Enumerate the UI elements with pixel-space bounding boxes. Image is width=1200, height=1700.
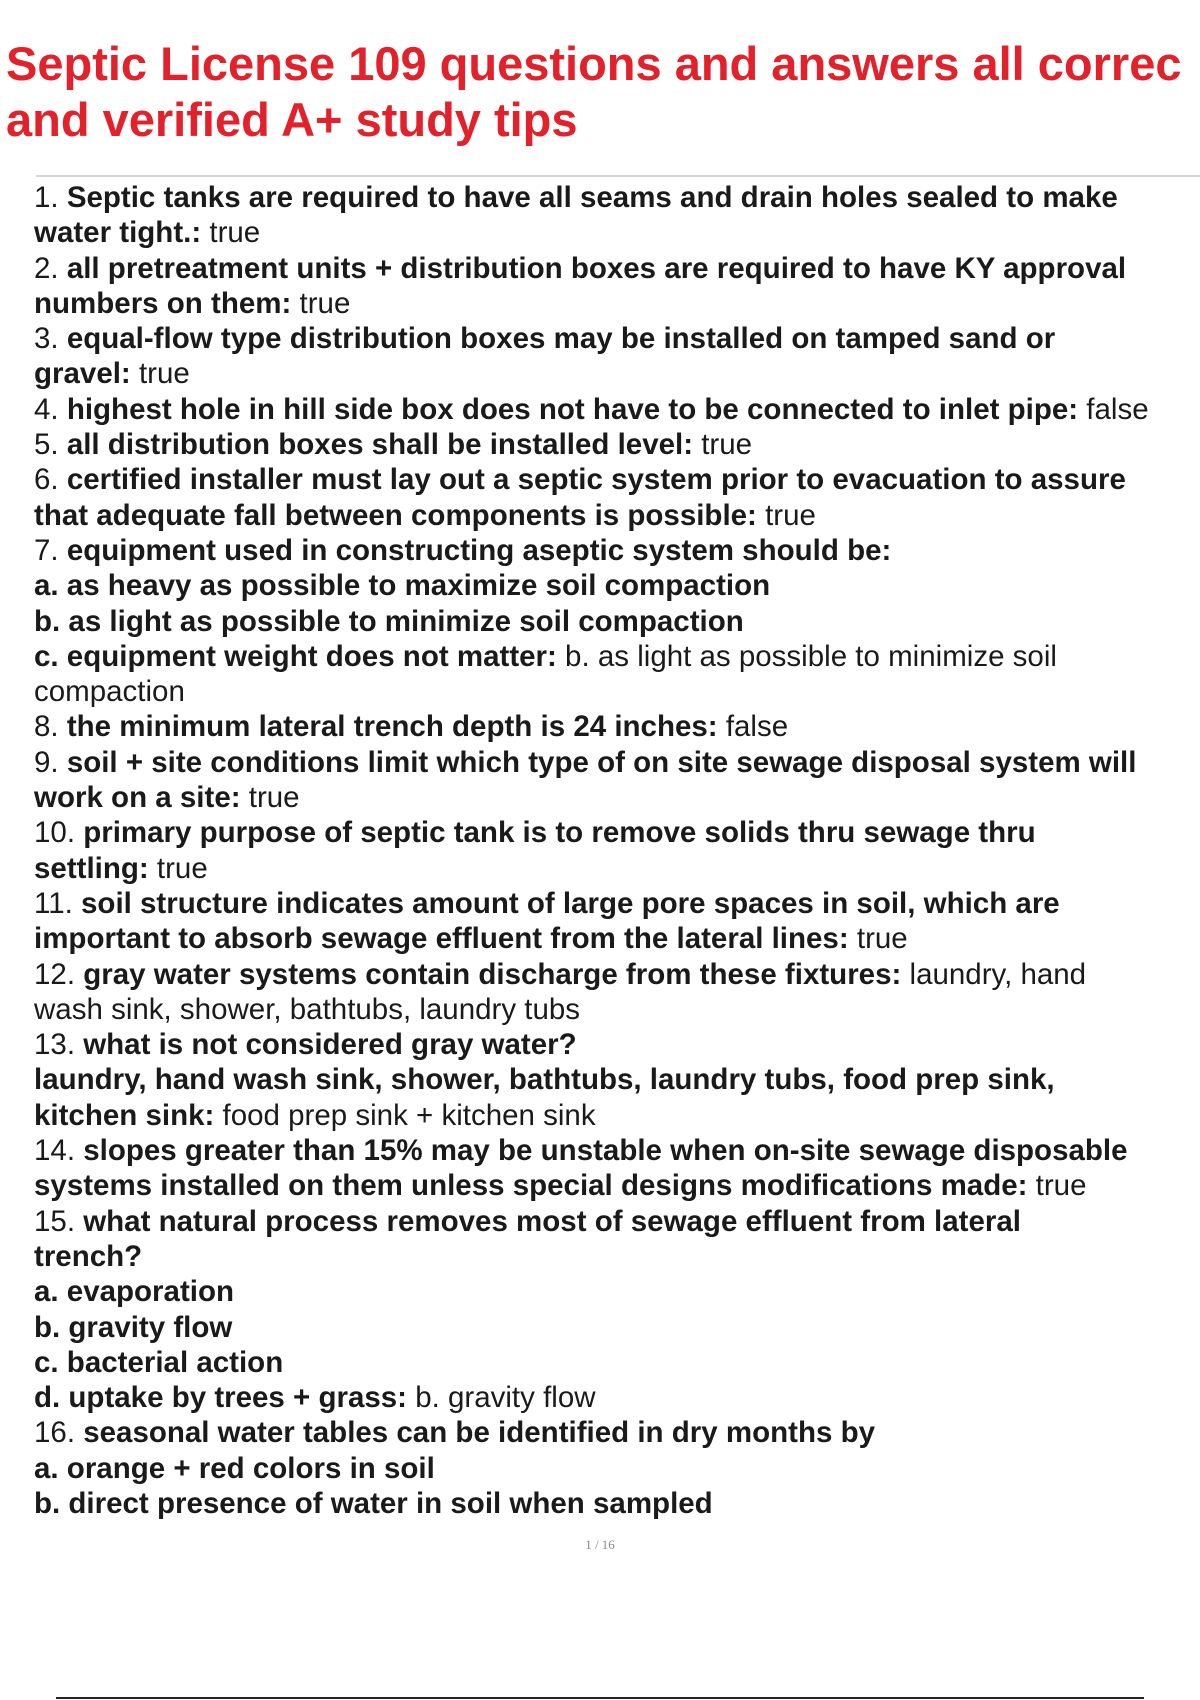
text-line [34,604,1200,639]
question-number: 5. [34,428,67,462]
question-text: a. orange + red colors in soil [34,1451,435,1485]
question-text: settling: [34,851,149,885]
title-line-1: Septic License 109 questions and answers all correc [6,37,1182,90]
answer-text: compaction [34,675,185,709]
answer-text: true [291,286,351,320]
text-line [34,674,1200,709]
text-line [34,462,1200,497]
question-number: 1. [34,181,67,214]
text-line [34,1451,1200,1486]
bottom-divider [56,1697,1144,1699]
question-text: the minimum lateral trench depth is 24 inches: [66,710,718,744]
text-line [34,286,1200,321]
question-text: certified installer must lay out a septic system prior to evacuation to assure [66,463,1126,497]
question-number: 16. [34,1416,84,1450]
question-text: highest hole in hill side box does not have to be connected to inlet pipe: [66,392,1079,426]
answer-text: true [756,498,816,532]
question-text: d. uptake by trees + grass: [34,1381,407,1415]
answer-text: food prep sink + kitchen sink [214,1098,596,1132]
answer-text: true [693,428,753,462]
answer-text: true [240,781,300,815]
text-line [34,1345,1200,1380]
question-text: b. direct presence of water in soil when sampled [34,1486,713,1520]
question-text: b. as light as possible to minimize soil compaction [34,604,744,638]
question-text: seasonal water tables can be identified in dry months by [83,1416,876,1450]
question-text: soil + site conditions limit which type of on site sewage disposal system will [66,745,1137,779]
question-text: systems installed on them unless special designs modifications made: [34,1169,1028,1203]
question-number: 14. [34,1134,84,1168]
text-line [34,1204,1200,1239]
question-text: b. gravity flow [34,1310,233,1344]
answer-text: true [201,216,261,250]
question-text: what natural process removes most of sewage effluent from lateral [83,1204,1021,1238]
text-line [34,180,1200,215]
question-text: important to absorb sewage effluent from the lateral lines: [34,922,849,956]
text-line [34,1274,1200,1309]
question-text: laundry, hand wash sink, shower, bathtubs, laundry tubs, food prep sink, [34,1063,1055,1097]
question-text: equal-flow type distribution boxes may be installed on tamped sand or [66,322,1056,356]
question-text: Septic tanks are required to have all seams and drain holes sealed to make [66,181,1118,214]
question-number: 8. [34,710,67,744]
question-number: 9. [34,745,67,779]
text-line [34,1380,1200,1415]
question-text: a. as heavy as possible to maximize soil compaction [34,569,771,603]
question-text: that adequate fall between components is possible: [34,498,757,532]
text-line [34,1098,1200,1133]
answer-text: true [130,357,190,391]
question-number: 3. [34,322,67,356]
question-text: gray water systems contain discharge from these fixtures: [83,957,902,991]
text-line [34,533,1200,568]
text-line [34,780,1200,815]
question-list [34,180,1200,1521]
answer-text: true [848,922,908,956]
text-line [34,251,1200,286]
question-number: 6. [34,463,67,497]
question-text: all distribution boxes shall be installed level: [66,428,694,462]
question-text: trench? [34,1239,143,1273]
text-line [34,498,1200,533]
text-line [34,1415,1200,1450]
page-number: 1 / 16 [585,1537,615,1552]
question-number: 10. [34,816,84,850]
text-line [34,1027,1200,1062]
question-text: water tight.: [34,216,202,250]
answer-text: b. as light as possible to minimize soil [556,639,1057,673]
text-line [34,215,1200,250]
answer-text: true [1027,1169,1087,1203]
question-text: what is not considered gray water? [83,1028,577,1062]
question-text: numbers on them: [34,286,292,320]
question-text: c. bacterial action [34,1345,284,1379]
text-line [34,392,1200,427]
question-text: all pretreatment units + distribution boxes are required to have KY approval [66,251,1127,285]
question-text: kitchen sink: [34,1098,215,1132]
question-text: equipment used in constructing aseptic system should be: [66,533,892,567]
question-text: work on a site: [34,781,241,815]
question-number: 11. [34,886,82,920]
answer-text: b. gravity flow [407,1381,596,1415]
question-number: 4. [34,392,67,426]
text-line [34,1239,1200,1274]
question-text: primary purpose of septic tank is to remove solids thru sewage thru [83,816,1036,850]
question-text: a. evaporation [34,1275,235,1309]
question-text: c. equipment weight does not matter: [34,639,557,673]
title-line-2: and verified A+ study tips [6,93,578,146]
question-number: 12. [34,957,84,991]
question-number: 7. [34,533,67,567]
text-line [34,745,1200,780]
question-number: 15. [34,1204,84,1238]
text-line [34,921,1200,956]
question-text: slopes greater than 15% may be unstable when on-site sewage disposable [83,1134,1128,1168]
text-line [34,851,1200,886]
text-line [34,957,1200,992]
question-number: 2. [34,251,67,285]
text-line [34,639,1200,674]
text-line [34,815,1200,850]
answer-text: wash sink, shower, bathtubs, laundry tubs [34,992,581,1026]
text-line [34,1062,1200,1097]
text-line [34,992,1200,1027]
answer-text: true [148,851,208,885]
text-line [34,568,1200,603]
question-text: gravel: [34,357,131,391]
top-divider [36,175,1200,177]
text-line [34,886,1200,921]
text-line [34,1486,1200,1521]
document-title [6,36,1200,148]
text-line [34,427,1200,462]
text-line [34,321,1200,356]
answer-text: false [717,710,789,744]
question-number: 13. [34,1028,84,1062]
text-line [34,1310,1200,1345]
question-text: soil structure indicates amount of large pore spaces in soil, which are [81,886,1060,920]
answer-text: false [1078,392,1149,426]
text-line [34,1168,1200,1203]
text-line [34,356,1200,391]
text-line [34,1133,1200,1168]
answer-text: laundry, hand [901,957,1087,991]
text-line [34,709,1200,744]
